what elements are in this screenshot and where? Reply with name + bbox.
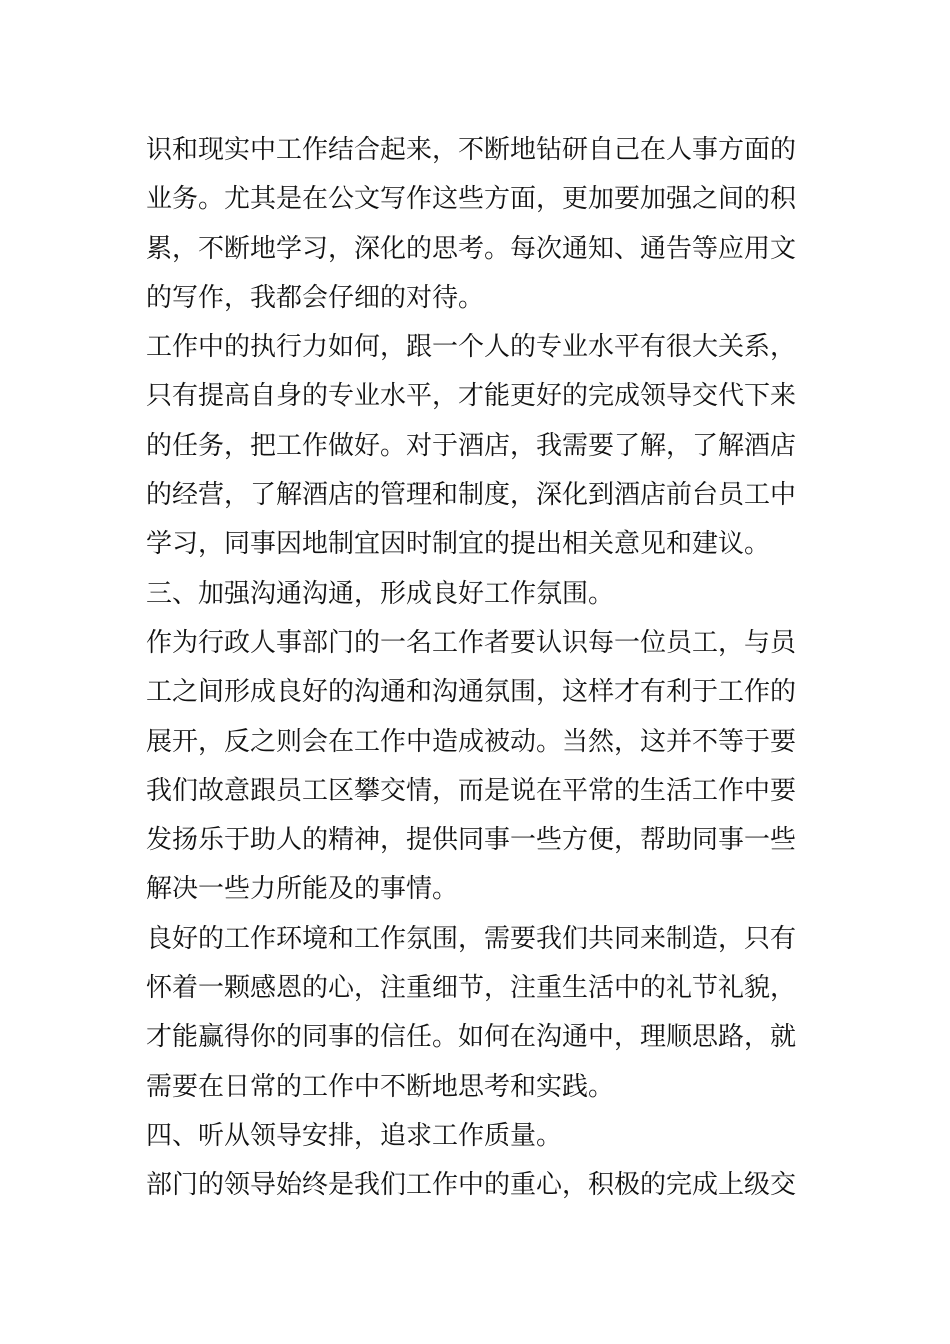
text-line: 只有提高自身的专业水平，才能更好的完成领导交代下来 (146, 381, 797, 412)
text-line: 识和现实中工作结合起来，不断地钻研自己在人事方面的 (146, 135, 797, 165)
text-line: 工之间形成良好的沟通和沟通氛围，这样才有利于工作的 (146, 677, 797, 708)
text-line: 展开，反之则会在工作中造成被动。当然，这并不等于要 (146, 726, 797, 757)
text-line: 才能赢得你的同事的信任。如何在沟通中，理顺思路，就 (146, 1022, 797, 1053)
text-line: 工作中的执行力如何，跟一个人的专业水平有很大关系， (146, 332, 797, 363)
section-heading: 三、加强沟通沟通，形成良好工作氛围。 (146, 578, 615, 609)
text-line: 部门的领导始终是我们工作中的重心，积极的完成上级交 (146, 1170, 797, 1201)
section-heading: 四、听从领导安排，追求工作质量。 (146, 1120, 563, 1151)
text-line: 的写作，我都会仔细的对待。 (146, 282, 485, 313)
text-line: 发扬乐于助人的精神，提供同事一些方便，帮助同事一些 (146, 825, 797, 856)
text-line: 良好的工作环境和工作氛围，需要我们共同来制造，只有 (146, 923, 797, 954)
text-line: 解决一些力所能及的事情。 (146, 874, 459, 905)
text-line: 需要在日常的工作中不断地思考和实践。 (146, 1071, 615, 1102)
document-body (146, 126, 806, 1211)
text-line: 累，不断地学习，深化的思考。每次通知、通告等应用文 (146, 233, 797, 264)
text-line: 作为行政人事部门的一名工作者要认识每一位员工，与员 (146, 627, 797, 658)
text-line: 的经营，了解酒店的管理和制度，深化到酒店前台员工中 (146, 480, 797, 511)
text-line: 的任务，把工作做好。对于酒店，我需要了解，了解酒店 (146, 430, 797, 461)
text-line: 学习，同事因地制宜因时制宜的提出相关意见和建议。 (146, 529, 771, 560)
text-line: 我们故意跟员工区攀交情，而是说在平常的生活工作中要 (146, 775, 797, 806)
text-line: 业务。尤其是在公文写作这些方面，更加要加强之间的积 (146, 184, 797, 215)
text-line: 怀着一颗感恩的心，注重细节，注重生活中的礼节礼貌， (146, 973, 797, 1004)
